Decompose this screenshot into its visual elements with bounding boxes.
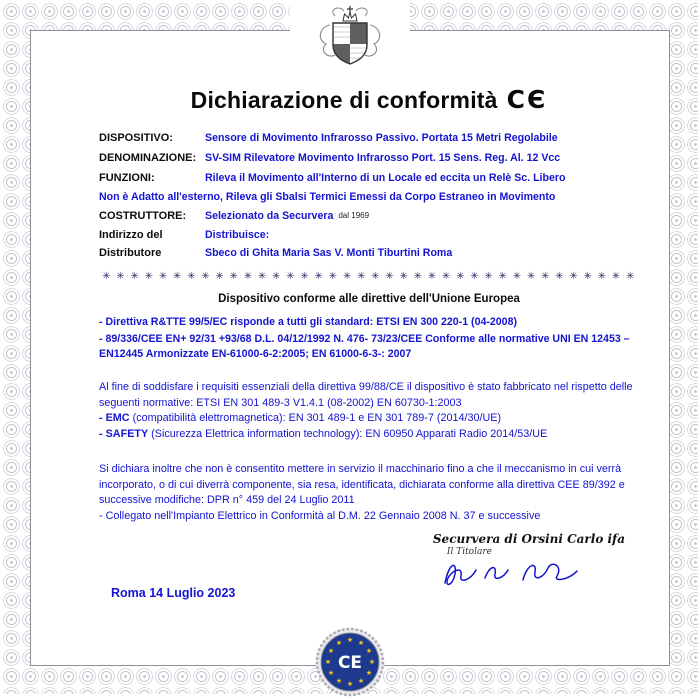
- svg-text:★: ★: [346, 680, 354, 688]
- field-distributor: [99, 226, 639, 262]
- field-denomination: [99, 148, 639, 168]
- svg-text:★: ★: [324, 658, 332, 666]
- date-place: Roma 14 Luglio 2023: [111, 586, 236, 600]
- field-distributor-value-line2: Sbeco di Ghita Maria Sas V. Monti Tiburtini Roma: [205, 247, 453, 259]
- compliance-safety-line: [99, 427, 639, 443]
- certificate-panel: [30, 30, 670, 666]
- svg-text:★: ★: [327, 647, 335, 655]
- field-distributor-label: [99, 226, 205, 262]
- ce-mark-icon: CЄ: [506, 85, 548, 114]
- field-device: [99, 128, 639, 148]
- certificate-title-row: [99, 85, 639, 114]
- signature-block: [433, 532, 625, 593]
- ce-eu-badge: [314, 626, 386, 698]
- compliance-intro: Al fine di soddisfare i requisiti essenziali della direttiva 99/88/CE il dispositivo è stato fabbricato nel rispetto delle seguenti normative: ETSI EN 301 489-3 V1.4.1 (08-2002) EN 60730-1:2003: [99, 381, 633, 409]
- field-denomination-label: DENOMINAZIONE:: [99, 152, 197, 164]
- handwritten-signature-icon: [433, 551, 593, 593]
- emc-label: - EMC: [99, 412, 130, 424]
- field-manufacturer: [99, 206, 639, 226]
- heraldic-crest-icon: [290, 3, 410, 77]
- svg-text:★: ★: [357, 639, 365, 647]
- field-functions-label: FUNZIONI:: [99, 172, 155, 184]
- field-manufacturer-suffix: dal 1969: [338, 211, 370, 220]
- directive-line-2: - 89/336/CEE EN+ 92/31 +93/68 D.L. 04/12/1992 N. 476- 73/23/CEE Conforme alle normative UNI EN 12453 –EN12445 Armonizzate EN-61000-6-2:2005; EN 61000-6-3-: 2007: [99, 333, 630, 360]
- compliance-block: [99, 380, 639, 442]
- emc-text: (compatibilità elettromagnetica): EN 301 489-1 e EN 301 789-7 (2014/30/UE): [129, 412, 502, 424]
- directives-heading: Dispositivo conforme alle direttive dell'Unione Europea: [218, 293, 520, 305]
- badge-ce-text: CE: [337, 653, 363, 673]
- directive-line-1: - Direttiva R&TTE 99/5/EC risponde a tutti gli standard: ETSI EN 300 220-1 (04-2008): [99, 316, 517, 328]
- directives-block: [99, 315, 639, 362]
- field-device-value: Sensore di Movimento Infrarosso Passivo. Portata 15 Metri Regolabile: [205, 132, 558, 144]
- svg-text:★: ★: [365, 647, 373, 655]
- declaration-paragraph: Si dichiara inoltre che non è consentito mettere in servizio il macchinario fino a che il meccanismo in cui verrà incorporato, o di cui diverrà componente, sia resa, identificata, dichiarata conforme alla direttiva CEE 89/392 e successive modifiche: DPR n° 459 del 24 Luglio 2011: [99, 463, 625, 506]
- field-device-label: DISPOSITIVO:: [99, 132, 173, 144]
- field-denomination-value: SV-SIM Rilevatore Movimento Infrarosso Port. 15 Sens. Reg. Al. 12 Vcc: [205, 152, 561, 164]
- field-distributor-label-line1: Indirizzo del: [99, 229, 163, 241]
- svg-text:★: ★: [335, 677, 343, 685]
- svg-text:★: ★: [365, 669, 373, 677]
- field-distributor-value: [205, 226, 452, 262]
- signature-company: Securvera di Orsini Carlo ifa: [432, 532, 625, 546]
- field-distributor-value-line1: Distribuisce:: [205, 229, 270, 241]
- field-manufacturer-value: Selezionato da Securvera: [205, 210, 334, 222]
- svg-text:★: ★: [346, 636, 354, 644]
- field-functions: [99, 168, 639, 188]
- field-functions-value-line1: Rileva il Movimento all'Interno di un Locale ed eccita un Relè Sc. Libero: [205, 172, 566, 184]
- fields-block: [99, 128, 639, 262]
- declaration-block: [99, 462, 639, 524]
- declaration-connection-line: - Collegato nell'Impianto Elettrico in Conformità al D.M. 22 Gennaio 2008 N. 37 e successive: [99, 509, 541, 522]
- svg-text:★: ★: [357, 677, 365, 685]
- svg-text:★: ★: [327, 669, 335, 677]
- field-manufacturer-label: COSTRUTTORE:: [99, 210, 187, 222]
- safety-text: (Sicurezza Elettrica information technology): EN 60950 Apparati Radio 2014/53/UE: [148, 427, 548, 440]
- safety-label: - SAFETY: [99, 427, 149, 440]
- compliance-emc-line: [99, 411, 639, 427]
- field-functions-value-line2: Non è Adatto all'esterno, Rileva gli Sbalsi Termici Emessi da Corpo Estraneo in Movimento: [99, 191, 556, 203]
- page-title: Dichiarazione di conformità: [190, 87, 498, 113]
- stars-separator: ✳ ✳ ✳ ✳ ✳ ✳ ✳ ✳ ✳ ✳ ✳ ✳ ✳ ✳ ✳ ✳ ✳ ✳ ✳ ✳ ✳ ✳ ✳ ✳ ✳ ✳ ✳ ✳ ✳ ✳ ✳ ✳ ✳ ✳ ✳ ✳ ✳ ✳: [102, 271, 636, 282]
- signature-role: Il Titolare: [446, 547, 492, 557]
- svg-text:★: ★: [368, 658, 376, 666]
- svg-text:★: ★: [335, 639, 343, 647]
- field-distributor-label-line2: Distributore: [99, 247, 162, 259]
